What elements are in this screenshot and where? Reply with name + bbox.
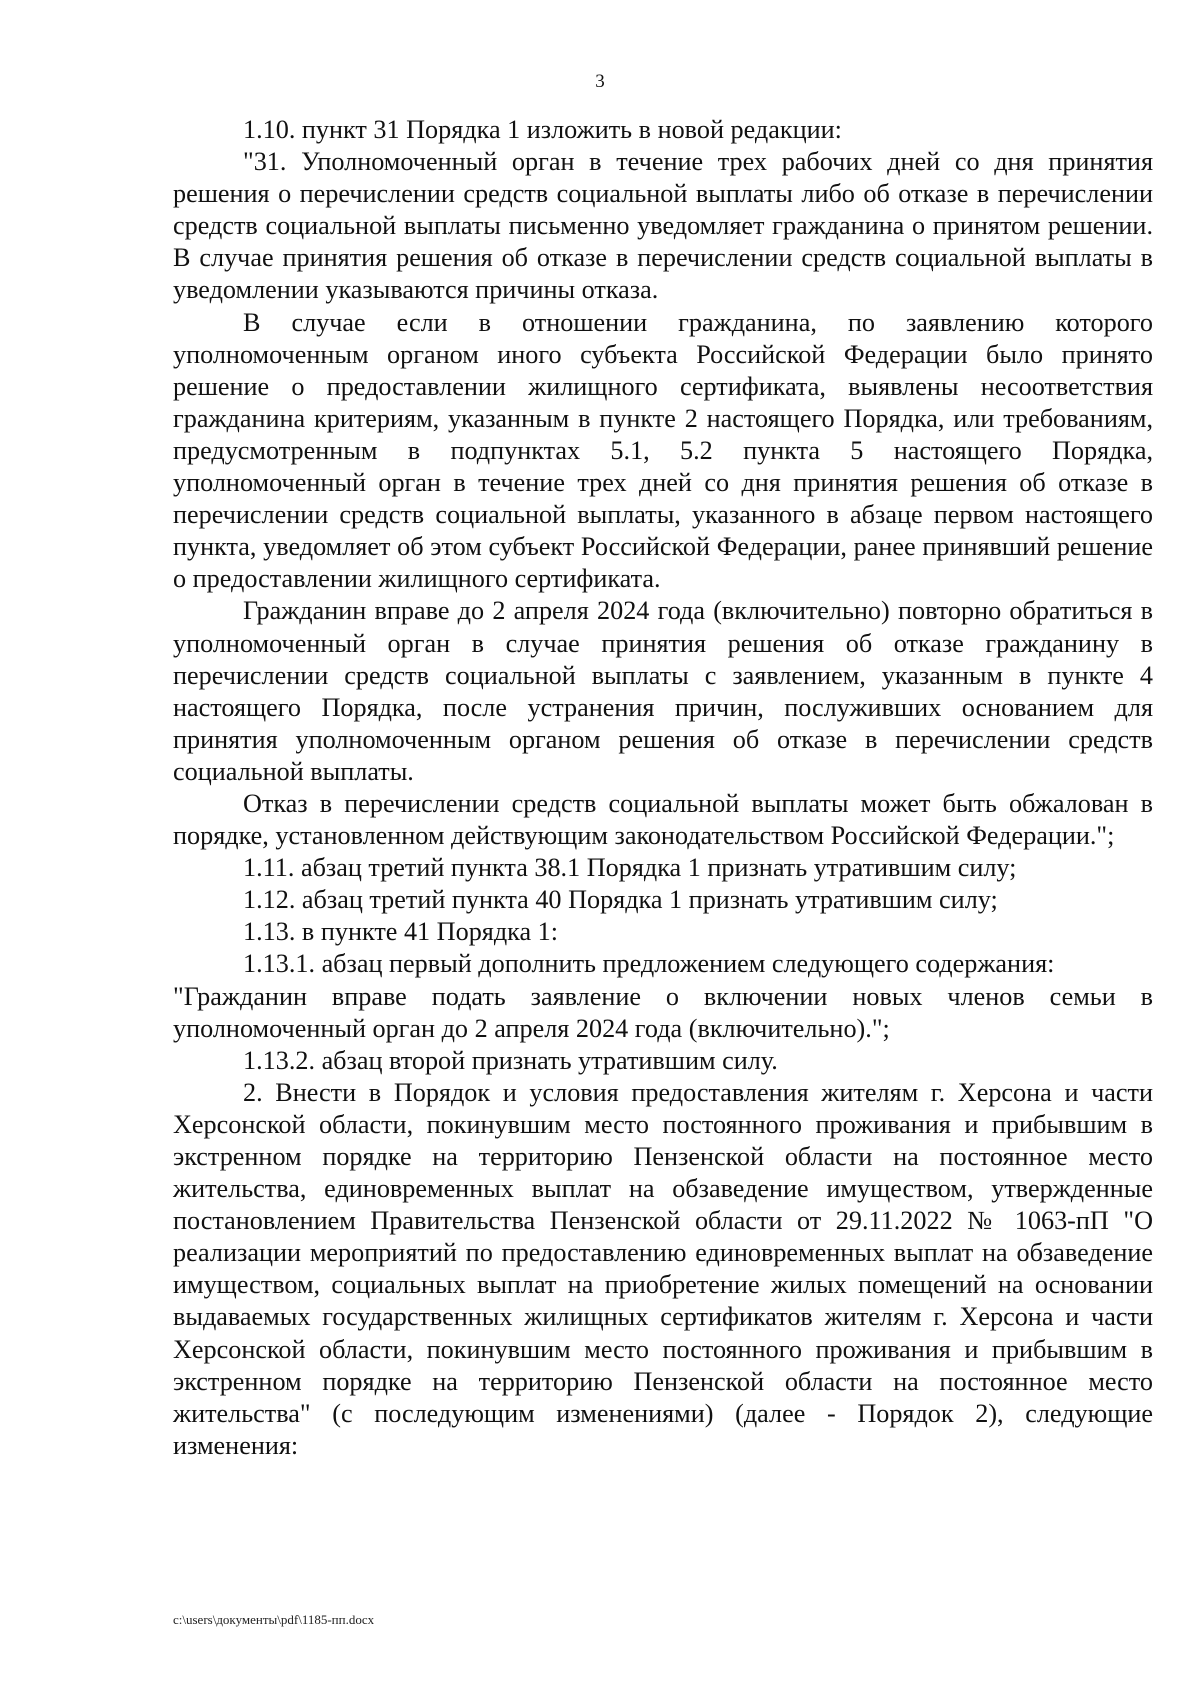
paragraph-1-11: 1.11. абзац третий пункта 38.1 Порядка 1 признать утратившим силу;: [243, 853, 1017, 883]
paragraph-1-10: 1.10. пункт 31 Порядка 1 изложить в новой редакции:: [243, 115, 842, 144]
paragraph-1-12: 1.12. абзац третий пункта 40 Порядка 1 признать утратившим силу;: [243, 885, 998, 915]
paragraph-2: 2. Внести в Порядок и условия предоставления жителям г. Херсона и части Херсонской области, покинувшим место постоянного проживания и прибывшим в экстренном порядке на территорию Пензенской области на постоянное место жительства, единовременных выплат на обзаведение имуществом, утвержденные постановлением Правительства Пензенской области от 29.11.2022 № 1063-пП "О реализации мероприятий по предоставлению единовременных выплат на обзаведение имуществом, социальных выплат на приобретение жилых помещений на основании выдаваемых государственных жилищных сертификатов жителям г. Херсона и части Херсонской области, покинувшим место постоянного проживания и прибывшим в экстренном порядке на территорию Пензенской области на постоянное место жительства" (с последующим изменениями) (далее - Порядок 2), следующие изменения:: [173, 1077, 1153, 1460]
document-body: [173, 114, 1153, 1462]
paragraph-31-case: В случае если в отношении гражданина, по заявлению которого уполномоченным органом иного субъекта Российской Федерации было принято решение о предоставлении жилищного сертификата, выявлены несоответствия гражданина критериям, указанным в пункте 2 настоящего Порядка, или требованиям, предусмотренным в подпунктах 5.1, 5.2 пункта 5 настоящего Порядка, уполномоченный орган в течение трех дней со дня принятия решения об отказе в перечислении средств социальной выплаты, указанного в абзаце первом настоящего пункта, уведомляет об этом субъект Российской Федерации, ранее принявший решение о предоставлении жилищного сертификата.: [173, 307, 1153, 594]
paragraph-31-appeal-refusal: Отказ в перечислении средств социальной выплаты может быть обжалован в порядке, установленном действующим законодательством Российской Федерации.";: [173, 788, 1153, 851]
paragraph-1-13-1: 1.13.1. абзац первый дополнить предложением следующего содержания:: [243, 949, 1055, 979]
paragraph-1-13-2: 1.13.2. абзац второй признать утратившим силу.: [243, 1045, 778, 1075]
page-number: 3: [595, 71, 605, 92]
paragraph-31-main: "31. Уполномоченный орган в течение трех рабочих дней со дня принятия решения о перечислении средств социальной выплаты либо об отказе в перечислении средств социальной выплаты письменно уведомляет гражданина о принятом решении. В случае принятия решения об отказе в перечислении средств социальной выплаты в уведомлении указываются причины отказа.: [173, 147, 1153, 305]
file-path-footer: c:\users\документы\pdf\1185-пп.docx: [173, 1612, 375, 1627]
paragraph-1-13-1-quote: "Гражданин вправе подать заявление о включении новых членов семьи в уполномоченный орган до 2 апреля 2024 года (включительно).";: [173, 981, 1153, 1043]
paragraph-1-13: 1.13. в пункте 41 Порядка 1:: [243, 917, 559, 947]
paragraph-31-repeat-appeal: Гражданин вправе до 2 апреля 2024 года (включительно) повторно обратиться в уполномоченный орган в случае принятия решения об отказе гражданину в перечислении средств социальной выплаты с заявлением, указанным в пункте 4 настоящего Порядка, после устранения причин, послуживших основанием для принятия уполномоченным органом решения об отказе в перечислении средств социальной выплаты.: [173, 596, 1153, 786]
